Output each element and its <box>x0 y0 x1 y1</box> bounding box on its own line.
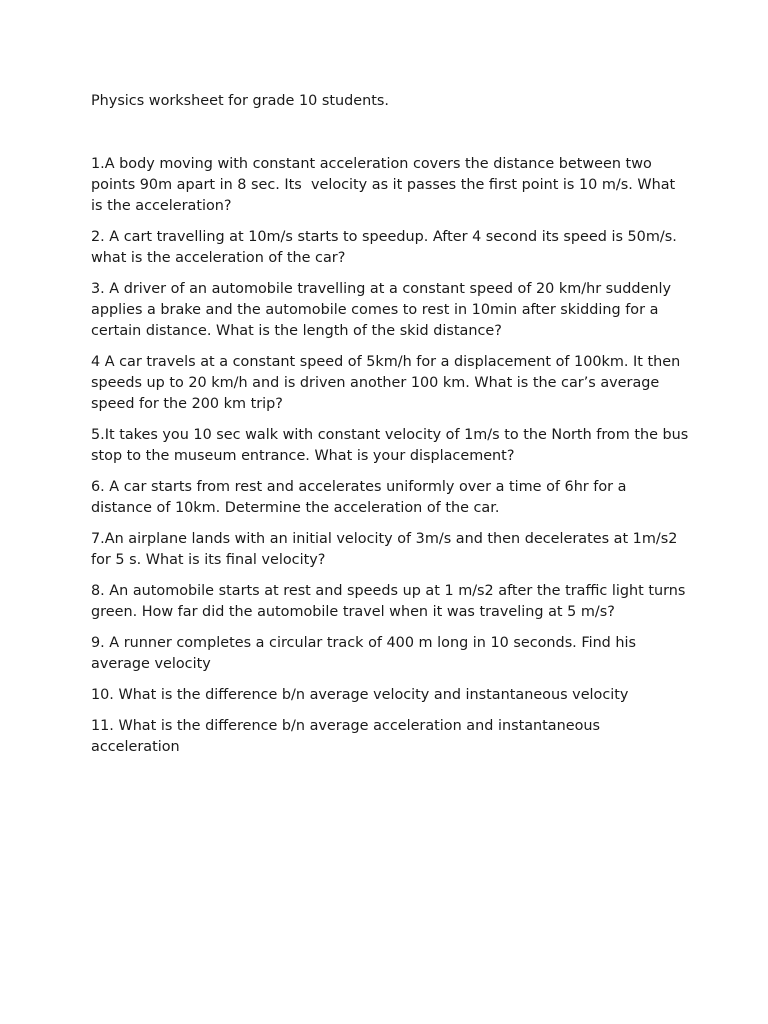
question-1: 1.A body moving with constant acceleration covers the distance between two points 90m apart in 8 sec. Its velocity as it passes the first point is 10 m/s. What is the acceleration? <box>91 156 680 214</box>
question-7: 7.An airplane lands with an initial velocity of 3m/s and then decelerates at 1m/s2 for 5 s. What is its final velocity? <box>91 531 682 568</box>
question-8: 8. An automobile starts at rest and speeds up at 1 m/s2 after the traffic light turns green. How far did the automobile travel when it was traveling at 5 m/s? <box>91 583 690 620</box>
question-3: 3. A driver of an automobile travelling at a constant speed of 20 km/hr suddenly applies a brake and the automobile comes to rest in 10min after skidding for a certain distance. What is the length of the skid distance? <box>91 281 676 339</box>
worksheet-title: Physics worksheet for grade 10 students. <box>91 93 389 109</box>
worksheet-content <box>91 91 691 768</box>
question-11: 11. What is the difference b/n average acceleration and instantaneous acceleration <box>91 718 605 755</box>
question-2: 2. A cart travelling at 10m/s starts to speedup. After 4 second its speed is 50m/s. what is the acceleration of the car? <box>91 229 682 266</box>
question-6: 6. A car starts from rest and accelerates uniformly over a time of 6hr for a distance of 10km. Determine the acceleration of the car. <box>91 479 632 516</box>
question-9: 9. A runner completes a circular track of 400 m long in 10 seconds. Find his average velocity <box>91 635 641 672</box>
question-10: 10. What is the difference b/n average velocity and instantaneous velocity <box>91 687 629 703</box>
question-4: 4 A car travels at a constant speed of 5km/h for a displacement of 100km. It then speeds up to 20 km/h and is driven another 100 km. What is the car’s average speed for the 200 km trip? <box>91 354 685 412</box>
question-5: 5.It takes you 10 sec walk with constant velocity of 1m/s to the North from the bus stop to the museum entrance. What is your displacement? <box>91 427 693 464</box>
